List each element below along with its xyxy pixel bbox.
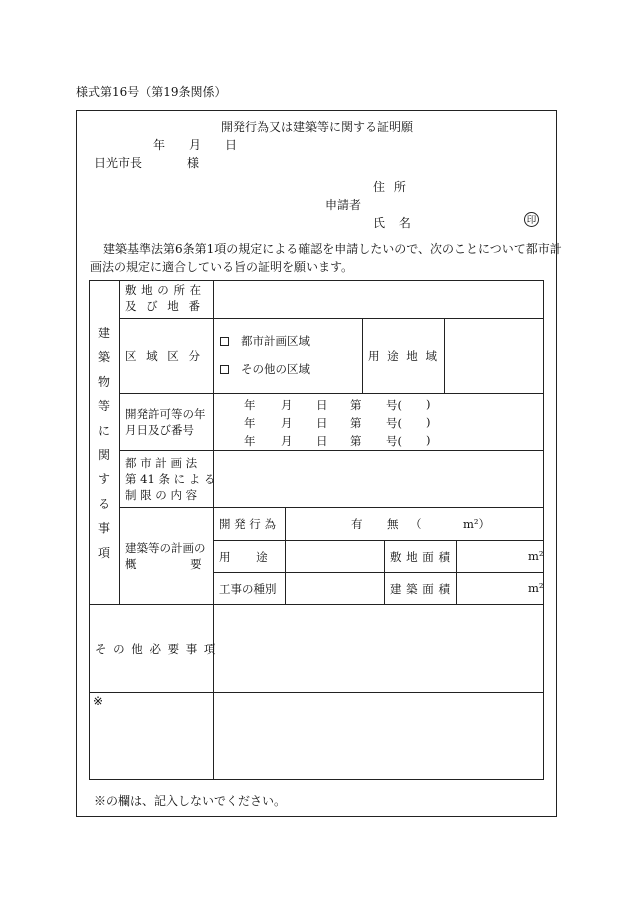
applicant-address-label: 住 所 <box>373 180 406 194</box>
addressee-honorific: 様 <box>187 156 200 170</box>
date-year-label: 年 <box>153 138 166 152</box>
work-type-field[interactable] <box>287 574 383 603</box>
restriction-field[interactable] <box>215 452 541 505</box>
addressee-name: 日光市長 <box>94 156 143 170</box>
applicant-name-label: 氏 名 <box>373 216 411 230</box>
form-number: 様式第16号（第19条関係） <box>76 85 227 99</box>
plan-overview-label: 建築等の計画の 概 要 <box>125 541 206 571</box>
use-field[interactable] <box>287 542 383 571</box>
site-area-unit: m² <box>528 549 544 563</box>
form-title: 開発行為又は建築等に関する証明願 <box>221 120 414 134</box>
development-act-area-unit: m²） <box>463 517 491 531</box>
body-text-line2: 画法の規定に適合している旨の証明を願います。 <box>90 260 354 274</box>
office-use-field <box>215 694 541 777</box>
restriction-label: 都 市 計 画 法 第 41 条 に よ る 制 限 の 内 容 <box>125 456 216 502</box>
office-use-mark: ※ <box>93 694 104 708</box>
site-location-label: 敷 地 の 所 在 及 び 地 番 <box>125 283 202 313</box>
development-act-no[interactable]: 無 <box>387 517 399 531</box>
use-label: 用 途 <box>219 550 268 564</box>
footnote: ※の欄は、記入しないでください。 <box>94 794 287 808</box>
body-text-line1: 建築基準法第6条第1項の規定による確認を申請したいので、次のことについて都市計 <box>103 242 562 256</box>
zone-option-city-planning[interactable]: 都市計画区域 <box>220 333 310 349</box>
development-act-paren-open: （ <box>410 517 422 531</box>
other-items-field[interactable] <box>215 606 541 690</box>
date-month-label: 月 <box>189 138 202 152</box>
checkbox-icon[interactable] <box>220 337 229 346</box>
site-location-field[interactable] <box>215 282 541 316</box>
use-zone-field[interactable] <box>446 320 542 392</box>
work-type-label: 工事の種別 <box>219 582 277 596</box>
building-area-label: 建 築 面 積 <box>390 582 450 596</box>
other-items-label: そ の 他 必 要 事 項 <box>95 642 216 656</box>
zone-label: 区 域 区 分 <box>125 349 200 363</box>
building-area-unit: m² <box>528 581 544 595</box>
use-zone-label: 用 途 地 域 <box>368 349 437 363</box>
site-area-label: 敷 地 面 積 <box>390 550 450 564</box>
development-act-yes[interactable]: 有 <box>351 517 363 531</box>
seal-mark: 印 <box>524 212 539 227</box>
permit-label: 開発許可等の年 月日及び番号 <box>125 407 206 437</box>
checkbox-icon[interactable] <box>220 365 229 374</box>
side-label-building-matters: 建 築 物 等 に 関 す る 事 項 <box>97 326 110 560</box>
applicant-label: 申請者 <box>325 198 362 212</box>
development-act-label: 開 発 行 為 <box>219 517 276 531</box>
zone-option-other[interactable]: その他の区域 <box>220 361 310 377</box>
date-day-label: 日 <box>225 138 238 152</box>
